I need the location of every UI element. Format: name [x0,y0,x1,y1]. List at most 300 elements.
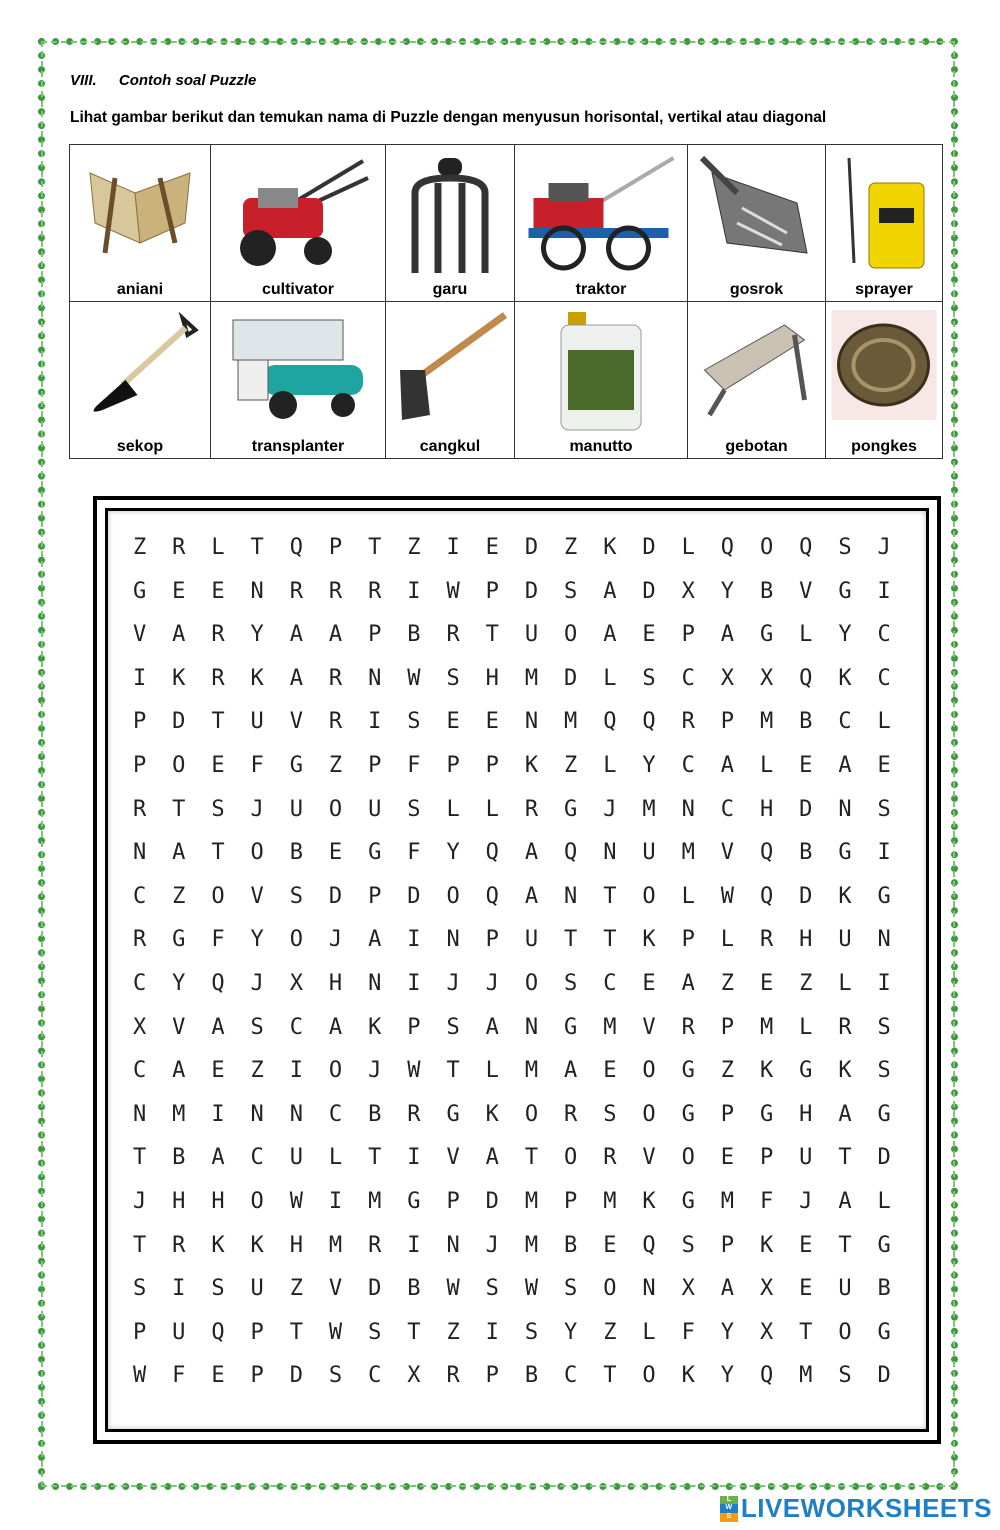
grid-letter[interactable]: N [524,1014,539,1040]
grid-letter[interactable]: N [446,1232,460,1258]
grid-letter[interactable]: B [407,1276,421,1302]
grid-letter[interactable]: T [132,1232,147,1258]
grid-letter[interactable]: D [799,883,813,909]
grid-letter[interactable]: R [211,622,225,648]
grid-letter[interactable]: D [642,535,656,560]
grid-letter[interactable]: I [368,709,382,735]
grid-letter[interactable]: O [838,1319,852,1345]
grid-letter[interactable]: T [250,535,264,560]
grid-letter[interactable]: Z [407,535,421,560]
grid-letter[interactable]: Q [564,840,578,866]
grid-letter[interactable]: E [642,622,656,648]
grid-letter[interactable]: G [838,840,852,866]
grid-letter[interactable]: T [799,1319,813,1345]
grid-letter[interactable]: V [642,1145,656,1171]
grid-letter[interactable]: Q [485,883,499,909]
grid-letter[interactable]: N [250,578,264,604]
grid-letter[interactable]: W [720,883,735,909]
grid-letter[interactable]: S [328,1363,343,1389]
grid-letter[interactable]: S [250,1014,264,1040]
grid-letter[interactable]: O [759,535,774,560]
grid-letter[interactable]: C [603,970,617,996]
grid-letter[interactable]: D [328,883,343,909]
grid-letter[interactable]: C [877,665,891,691]
grid-letter[interactable]: I [877,840,891,866]
grid-letter[interactable]: R [603,1145,617,1171]
grid-letter[interactable]: Y [642,752,656,778]
grid-letter[interactable]: P [564,1188,578,1214]
grid-letter[interactable]: K [524,752,539,778]
grid-letter[interactable]: W [524,1276,539,1302]
grid-letter[interactable]: C [132,970,147,996]
grid-letter[interactable]: O [250,1188,264,1214]
grid-letter[interactable]: T [132,1145,147,1171]
grid-letter[interactable]: N [681,796,695,822]
grid-letter[interactable]: S [838,535,852,560]
grid-letter[interactable]: Z [720,970,735,996]
grid-letter[interactable]: Q [720,535,735,560]
grid-letter[interactable]: P [328,535,343,560]
grid-letter[interactable]: S [877,1014,891,1040]
grid-letter[interactable]: Y [720,1363,735,1389]
grid-letter[interactable]: R [328,709,343,735]
grid-letter[interactable]: K [838,665,852,691]
grid-letter[interactable]: F [211,927,225,953]
grid-letter[interactable]: K [759,1232,774,1258]
grid-letter[interactable]: O [446,883,460,909]
grid-letter[interactable]: E [603,1232,617,1258]
grid-letter[interactable]: Q [799,535,813,560]
grid-letter[interactable]: Q [211,1319,225,1345]
grid-letter[interactable]: N [368,665,382,691]
grid-letter[interactable]: R [407,1101,421,1127]
grid-letter[interactable]: E [485,535,499,560]
grid-letter[interactable]: K [759,1058,774,1084]
grid-letter[interactable]: E [877,752,891,778]
grid-letter[interactable]: Q [759,883,774,909]
grid-letter[interactable]: P [368,883,382,909]
grid-letter[interactable]: X [759,1319,774,1345]
grid-letter[interactable]: K [250,665,264,691]
grid-letter[interactable]: D [642,578,656,604]
grid-letter[interactable]: L [877,1188,891,1214]
grid-letter[interactable]: W [132,1363,147,1389]
grid-letter[interactable]: E [446,709,460,735]
grid-letter[interactable]: F [172,1363,186,1389]
grid-letter[interactable]: B [524,1363,539,1389]
grid-letter[interactable]: S [681,1232,695,1258]
grid-letter[interactable]: J [132,1188,147,1214]
grid-letter[interactable]: X [720,665,735,691]
grid-letter[interactable]: Z [564,752,578,778]
grid-letter[interactable]: P [681,927,695,953]
grid-letter[interactable]: T [289,1319,303,1345]
grid-letter[interactable]: P [132,752,147,778]
grid-letter[interactable]: X [132,1014,147,1040]
grid-letter[interactable]: A [524,883,539,909]
grid-letter[interactable]: F [681,1319,695,1345]
grid-letter[interactable]: G [877,883,891,909]
grid-letter[interactable]: M [603,1188,617,1214]
grid-letter[interactable]: H [799,1101,813,1127]
grid-letter[interactable]: Y [838,622,852,648]
grid-letter[interactable]: P [250,1363,264,1389]
grid-letter[interactable]: O [289,927,303,953]
grid-letter[interactable]: G [564,796,578,822]
grid-letter[interactable]: A [720,1276,735,1302]
grid-letter[interactable]: L [681,883,695,909]
grid-letter[interactable]: C [720,796,735,822]
grid-letter[interactable]: D [799,796,813,822]
grid-letter[interactable]: Y [720,1319,735,1345]
grid-letter[interactable]: D [172,709,186,735]
grid-letter[interactable]: R [132,927,147,953]
grid-letter[interactable]: T [838,1232,852,1258]
grid-letter[interactable]: L [799,622,813,648]
grid-letter[interactable]: P [485,578,499,604]
grid-letter[interactable]: I [407,578,421,604]
grid-letter[interactable]: T [485,622,499,648]
grid-letter[interactable]: P [720,1232,735,1258]
grid-letter[interactable]: G [877,1319,891,1345]
grid-letter[interactable]: R [132,796,147,822]
grid-letter[interactable]: I [132,665,147,691]
grid-letter[interactable]: M [642,796,656,822]
grid-letter[interactable]: I [446,535,460,560]
grid-letter[interactable]: S [603,1101,617,1127]
grid-letter[interactable]: C [877,622,891,648]
grid-letter[interactable]: F [407,752,421,778]
grid-letter[interactable]: G [759,1101,774,1127]
grid-letter[interactable]: S [524,1319,539,1345]
grid-letter[interactable]: T [407,1319,421,1345]
grid-letter[interactable]: X [681,1276,695,1302]
grid-letter[interactable]: M [564,709,578,735]
grid-letter[interactable]: O [642,1101,656,1127]
grid-letter[interactable]: E [211,752,225,778]
grid-letter[interactable]: V [328,1276,343,1302]
grid-letter[interactable]: S [485,1276,499,1302]
grid-letter[interactable]: H [799,927,813,953]
grid-letter[interactable]: U [524,622,539,648]
grid-letter[interactable]: A [720,752,735,778]
grid-letter[interactable]: L [720,927,735,953]
grid-letter[interactable]: J [877,535,891,560]
grid-letter[interactable]: K [172,665,186,691]
grid-letter[interactable]: S [407,709,421,735]
grid-letter[interactable]: L [642,1319,656,1345]
grid-letter[interactable]: U [172,1319,186,1345]
grid-letter[interactable]: O [328,796,343,822]
grid-letter[interactable]: J [799,1188,813,1214]
grid-letter[interactable]: S [211,796,225,822]
grid-letter[interactable]: P [720,1014,735,1040]
grid-letter[interactable]: O [172,752,186,778]
grid-letter[interactable]: U [799,1145,813,1171]
grid-letter[interactable]: S [564,578,578,604]
grid-letter[interactable]: G [799,1058,813,1084]
grid-letter[interactable]: K [603,535,617,560]
grid-letter[interactable]: B [289,840,303,866]
grid-letter[interactable]: O [524,1101,539,1127]
grid-letter[interactable]: S [877,796,891,822]
grid-letter[interactable]: A [564,1058,578,1084]
grid-letter[interactable]: I [877,970,891,996]
grid-letter[interactable]: C [132,1058,147,1084]
grid-letter[interactable]: P [132,709,147,735]
grid-letter[interactable]: N [289,1101,303,1127]
grid-letter[interactable]: I [289,1058,303,1084]
grid-letter[interactable]: R [328,665,343,691]
grid-letter[interactable]: Z [132,535,147,560]
grid-letter[interactable]: G [681,1101,695,1127]
grid-letter[interactable]: K [485,1101,499,1127]
grid-letter[interactable]: J [250,796,264,822]
grid-letter[interactable]: C [681,665,695,691]
grid-letter[interactable]: F [250,752,264,778]
grid-letter[interactable]: T [211,709,225,735]
grid-letter[interactable]: K [642,927,656,953]
grid-letter[interactable]: G [877,1232,891,1258]
grid-letter[interactable]: T [446,1058,460,1084]
grid-letter[interactable]: I [328,1188,343,1214]
grid-letter[interactable]: P [720,709,735,735]
grid-letter[interactable]: U [838,1276,852,1302]
grid-letter[interactable]: K [681,1363,695,1389]
grid-letter[interactable]: P [759,1145,774,1171]
grid-letter[interactable]: L [681,535,695,560]
grid-letter[interactable]: D [564,665,578,691]
grid-letter[interactable]: Y [172,970,186,996]
grid-letter[interactable]: P [250,1319,264,1345]
grid-letter[interactable]: Z [446,1319,460,1345]
grid-letter[interactable]: U [250,1276,264,1302]
grid-letter[interactable]: C [564,1363,578,1389]
grid-letter[interactable]: R [368,1232,382,1258]
grid-letter[interactable]: X [407,1363,421,1389]
grid-letter[interactable]: G [446,1101,460,1127]
grid-letter[interactable]: J [250,970,264,996]
grid-letter[interactable]: E [799,1232,813,1258]
grid-letter[interactable]: D [289,1363,303,1389]
grid-letter[interactable]: E [720,1145,735,1171]
grid-letter[interactable]: R [838,1014,852,1040]
grid-letter[interactable]: M [603,1014,617,1040]
grid-letter[interactable]: D [407,883,421,909]
grid-letter[interactable]: R [446,1363,460,1389]
grid-letter[interactable]: S [564,970,578,996]
grid-letter[interactable]: L [877,709,891,735]
grid-letter[interactable]: Q [799,665,813,691]
grid-letter[interactable]: T [368,535,382,560]
grid-letter[interactable]: M [524,1058,539,1084]
grid-letter[interactable]: V [132,622,147,648]
grid-letter[interactable]: J [328,927,343,953]
grid-letter[interactable]: O [603,1276,617,1302]
grid-letter[interactable]: R [759,927,774,953]
grid-letter[interactable]: X [759,1276,774,1302]
grid-letter[interactable]: M [524,1232,539,1258]
grid-letter[interactable]: R [681,1014,695,1040]
grid-letter[interactable]: O [681,1145,695,1171]
grid-letter[interactable]: H [328,970,343,996]
grid-letter[interactable]: M [172,1101,186,1127]
grid-letter[interactable]: Z [564,535,578,560]
grid-letter[interactable]: A [838,1188,852,1214]
grid-letter[interactable]: P [681,622,695,648]
grid-letter[interactable]: T [524,1145,539,1171]
grid-letter[interactable]: A [172,840,186,866]
grid-letter[interactable]: R [211,665,225,691]
grid-letter[interactable]: Q [485,840,499,866]
grid-letter[interactable]: G [877,1101,891,1127]
grid-letter[interactable]: B [759,578,774,604]
grid-letter[interactable]: C [681,752,695,778]
grid-letter[interactable]: K [368,1014,382,1040]
grid-letter[interactable]: Q [211,970,225,996]
grid-letter[interactable]: E [211,1363,225,1389]
grid-letter[interactable]: N [642,1276,656,1302]
grid-letter[interactable]: P [446,752,460,778]
grid-letter[interactable]: V [720,840,735,866]
grid-letter[interactable]: L [838,970,852,996]
grid-letter[interactable]: K [838,1058,852,1084]
grid-letter[interactable]: X [289,970,303,996]
grid-letter[interactable]: A [603,578,617,604]
grid-letter[interactable]: N [877,927,891,953]
grid-letter[interactable]: T [838,1145,852,1171]
grid-letter[interactable]: J [446,970,460,996]
grid-letter[interactable]: A [603,622,617,648]
grid-letter[interactable]: D [368,1276,382,1302]
grid-letter[interactable]: R [446,622,460,648]
grid-letter[interactable]: Y [250,622,264,648]
grid-letter[interactable]: Z [328,752,343,778]
grid-letter[interactable]: A [485,1014,499,1040]
grid-letter[interactable]: F [759,1188,774,1214]
grid-letter[interactable]: G [681,1058,695,1084]
grid-letter[interactable]: A [681,970,695,996]
grid-letter[interactable]: P [485,1363,499,1389]
grid-letter[interactable]: E [642,970,656,996]
grid-letter[interactable]: H [289,1232,303,1258]
grid-letter[interactable]: A [289,622,303,648]
grid-letter[interactable]: L [799,1014,813,1040]
grid-letter[interactable]: A [720,622,735,648]
grid-letter[interactable]: Z [289,1276,303,1302]
grid-letter[interactable]: I [407,1145,421,1171]
grid-letter[interactable]: O [250,840,264,866]
grid-letter[interactable]: W [328,1319,343,1345]
grid-letter[interactable]: B [368,1101,382,1127]
grid-letter[interactable]: L [759,752,774,778]
grid-letter[interactable]: E [485,709,499,735]
grid-letter[interactable]: M [328,1232,343,1258]
grid-letter[interactable]: E [172,578,186,604]
grid-letter[interactable]: Z [720,1058,735,1084]
grid-letter[interactable]: K [211,1232,225,1258]
grid-letter[interactable]: H [211,1188,225,1214]
grid-letter[interactable]: Y [720,578,735,604]
grid-letter[interactable]: J [368,1058,382,1084]
grid-letter[interactable]: L [328,1145,343,1171]
grid-letter[interactable]: E [211,1058,225,1084]
grid-letter[interactable]: K [838,883,852,909]
grid-letter[interactable]: S [838,1363,852,1389]
grid-letter[interactable]: J [603,796,617,822]
grid-letter[interactable]: X [759,665,774,691]
grid-letter[interactable]: B [172,1145,186,1171]
grid-letter[interactable]: T [603,883,617,909]
grid-letter[interactable]: S [564,1276,578,1302]
grid-letter[interactable]: N [564,883,578,909]
grid-letter[interactable]: S [877,1058,891,1084]
grid-letter[interactable]: T [603,927,617,953]
grid-letter[interactable]: Z [250,1058,264,1084]
grid-letter[interactable]: L [211,535,225,560]
grid-letter[interactable]: A [524,840,539,866]
grid-letter[interactable]: U [289,796,303,822]
grid-letter[interactable]: S [642,665,656,691]
grid-letter[interactable]: N [603,840,617,866]
grid-letter[interactable]: W [407,1058,421,1084]
grid-letter[interactable]: O [564,1145,578,1171]
grid-letter[interactable]: G [289,752,303,778]
grid-letter[interactable]: Z [799,970,813,996]
grid-letter[interactable]: H [485,665,499,691]
grid-letter[interactable]: C [250,1145,264,1171]
grid-letter[interactable]: L [603,665,617,691]
grid-letter[interactable]: E [328,840,343,866]
grid-letter[interactable]: Z [172,883,186,909]
grid-letter[interactable]: A [172,622,186,648]
grid-letter[interactable]: I [211,1101,225,1127]
grid-letter[interactable]: K [642,1188,656,1214]
grid-letter[interactable]: A [211,1014,225,1040]
grid-letter[interactable]: H [172,1188,186,1214]
grid-letter[interactable]: U [250,709,264,735]
grid-letter[interactable]: T [564,927,578,953]
grid-letter[interactable]: G [681,1188,695,1214]
grid-letter[interactable]: I [877,578,891,604]
word-search-grid[interactable] [120,532,904,1404]
grid-letter[interactable]: L [603,752,617,778]
grid-letter[interactable]: I [407,970,421,996]
grid-letter[interactable]: L [485,1058,499,1084]
grid-letter[interactable]: G [132,578,147,604]
grid-letter[interactable]: N [524,709,539,735]
grid-letter[interactable]: S [368,1319,382,1345]
grid-letter[interactable]: P [720,1101,735,1127]
grid-letter[interactable]: E [759,970,774,996]
grid-letter[interactable]: N [132,1101,147,1127]
grid-letter[interactable]: A [485,1145,499,1171]
grid-letter[interactable]: O [211,883,225,909]
grid-letter[interactable]: Y [446,840,460,866]
grid-letter[interactable]: U [838,927,852,953]
grid-letter[interactable]: F [407,840,421,866]
grid-letter[interactable]: P [132,1319,147,1345]
grid-letter[interactable]: A [211,1145,225,1171]
grid-letter[interactable]: P [368,622,382,648]
grid-letter[interactable]: A [172,1058,186,1084]
grid-letter[interactable]: Q [289,535,303,560]
grid-letter[interactable]: B [799,709,813,735]
grid-letter[interactable]: N [368,970,382,996]
grid-letter[interactable]: M [524,1188,539,1214]
grid-letter[interactable]: T [211,840,225,866]
grid-letter[interactable]: S [132,1276,147,1302]
